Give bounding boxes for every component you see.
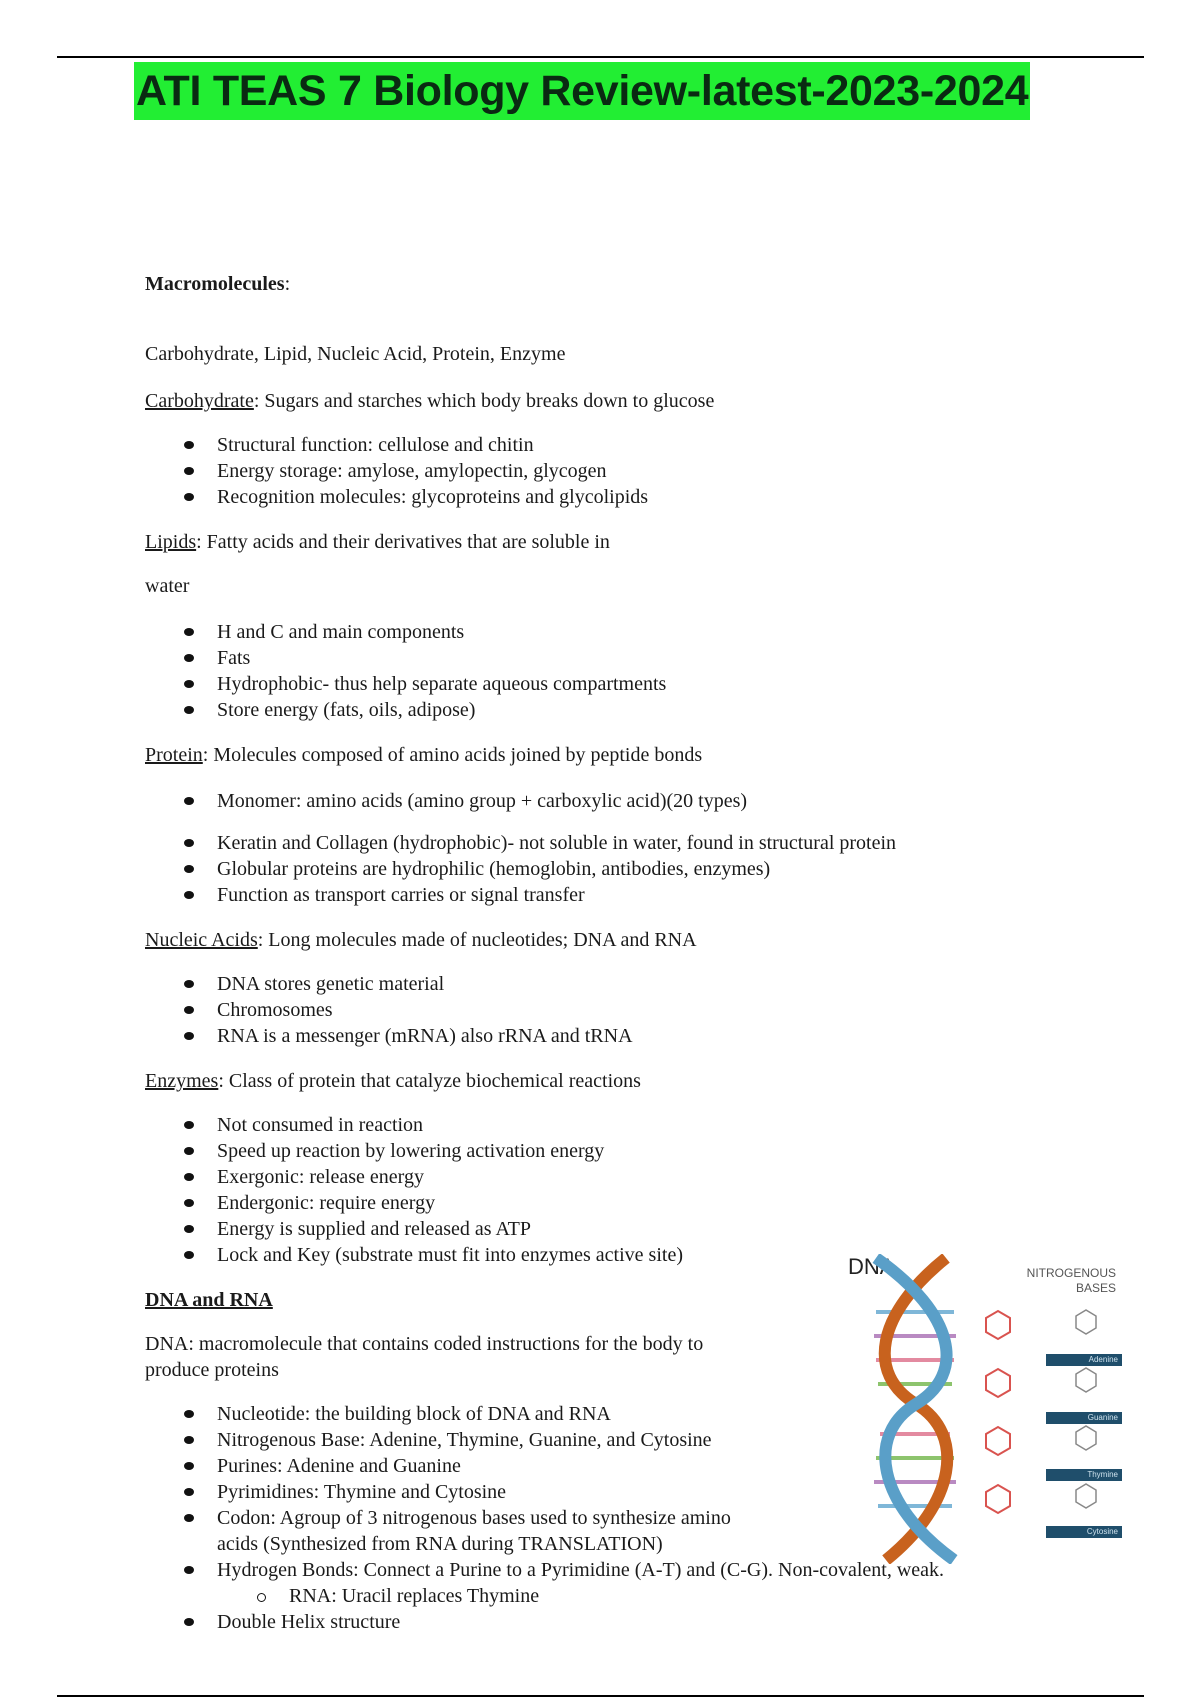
list-item: Recognition molecules: glycoproteins and glycolipids — [217, 484, 1045, 510]
list-item: Lock and Key (substrate must fit into enzymes active site) — [217, 1242, 1045, 1268]
list-item: Purines: Adenine and Guanine — [217, 1453, 1045, 1479]
protein-definition: Protein: Molecules composed of amino acids joined by peptide bonds — [145, 744, 703, 766]
dna-rna-heading: DNA and RNA — [145, 1289, 273, 1311]
nucleic-acids-definition: Nucleic Acids: Long molecules made of nucleotides; DNA and RNA — [145, 929, 697, 951]
list-item: Function as transport carries or signal transfer — [217, 882, 1045, 908]
list-item: Fats — [217, 645, 1045, 671]
base-tag-cytosine: Cytosine — [1046, 1526, 1122, 1538]
base-tag-thymine: Thymine — [1046, 1469, 1122, 1481]
list-item: Endergonic: require energy — [217, 1190, 1045, 1216]
list-item: Double Helix structure — [217, 1609, 1045, 1635]
nucleic-acids-list — [145, 971, 1045, 1049]
list-item: DNA stores genetic material — [217, 971, 1045, 997]
lipids-definition: Lipids: Fatty acids and their derivatives that are soluble in — [145, 531, 610, 553]
sub-list — [217, 1583, 1045, 1609]
list-item: Monomer: amino acids (amino group + carboxylic acid)(20 types) — [217, 788, 1045, 814]
molecule-icon — [986, 1369, 1010, 1397]
macromolecules-list: Carbohydrate, Lipid, Nucleic Acid, Protein, Enzyme — [145, 343, 566, 365]
list-item: Energy is supplied and released as ATP — [217, 1216, 1045, 1242]
list-item: Speed up reaction by lowering activation energy — [217, 1138, 1045, 1164]
dna-helix-svg — [836, 1254, 1132, 1564]
list-item: H and C and main components — [217, 619, 1045, 645]
list-item: RNA is a messenger (mRNA) also rRNA and tRNA — [217, 1023, 1045, 1049]
list-item: Pyrimidines: Thymine and Cytosine — [217, 1479, 1045, 1505]
list-item: Codon: Agroup of 3 nitrogenous bases used to synthesize amino acids (Synthesized from RNA during TRANSLATION) — [217, 1505, 1045, 1557]
dna-illustration — [836, 1254, 1132, 1564]
list-item: Chromosomes — [217, 997, 1045, 1023]
lipids-continuation: water — [145, 575, 190, 597]
protein-list-first — [145, 788, 1045, 814]
enzymes-list — [145, 1112, 1045, 1268]
dna-strand-blue — [876, 1258, 954, 1560]
base-structure-icon — [1076, 1310, 1096, 1334]
base-structure-icon — [1076, 1426, 1096, 1450]
carbohydrate-definition: Carbohydrate: Sugars and starches which body breaks down to glucose — [145, 390, 715, 412]
enzymes-definition: Enzymes: Class of protein that catalyze biochemical reactions — [145, 1070, 641, 1092]
list-item: Structural function: cellulose and chitin — [217, 432, 1045, 458]
macromolecules-heading: Macromolecules: — [145, 273, 291, 295]
base-tag-adenine: Adenine — [1046, 1354, 1122, 1366]
list-item: Energy storage: amylose, amylopectin, glycogen — [217, 458, 1045, 484]
list-item: Nucleotide: the building block of DNA and RNA — [217, 1401, 1045, 1427]
molecule-icon — [986, 1311, 1010, 1339]
list-item: Not consumed in reaction — [217, 1112, 1045, 1138]
top-rule — [57, 56, 1144, 58]
base-structure-icon — [1076, 1368, 1096, 1392]
list-item: Hydrophobic- thus help separate aqueous compartments — [217, 671, 1045, 697]
base-structure-icon — [1076, 1484, 1096, 1508]
dna-intro-line2: produce proteins — [145, 1359, 279, 1381]
base-tag-guanine: Guanine — [1046, 1412, 1122, 1424]
nitrogenous-bases-label: NITROGENOUS BASES — [1026, 1266, 1116, 1295]
bottom-rule — [57, 1695, 1144, 1697]
page-title: ATI TEAS 7 Biology Review-latest-2023-2024 — [134, 62, 1030, 120]
dna-intro-line1: DNA: macromolecule that contains coded instructions for the body to — [145, 1333, 704, 1355]
molecule-icon — [986, 1427, 1010, 1455]
list-item: Store energy (fats, oils, adipose) — [217, 697, 1045, 723]
list-item: Hydrogen Bonds: Connect a Purine to a Pyrimidine (A-T) and (C-G). Non-covalent, weak. RNA: Uracil replaces Thymine — [217, 1557, 1045, 1609]
molecule-icons — [986, 1311, 1010, 1513]
list-item: Keratin and Collagen (hydrophobic)- not soluble in water, found in structural protein — [217, 830, 1045, 856]
protein-list — [145, 830, 1045, 908]
dna-figure-label: DNA — [848, 1254, 895, 1279]
lipids-list — [145, 619, 1045, 723]
list-item: Globular proteins are hydrophilic (hemoglobin, antibodies, enzymes) — [217, 856, 1045, 882]
list-item: Nitrogenous Base: Adenine, Thymine, Guanine, and Cytosine — [217, 1427, 1045, 1453]
carbohydrate-list — [145, 432, 1045, 510]
sub-list-item: RNA: Uracil replaces Thymine — [289, 1583, 1045, 1609]
list-item: Exergonic: release energy — [217, 1164, 1045, 1190]
molecule-icon — [986, 1485, 1010, 1513]
